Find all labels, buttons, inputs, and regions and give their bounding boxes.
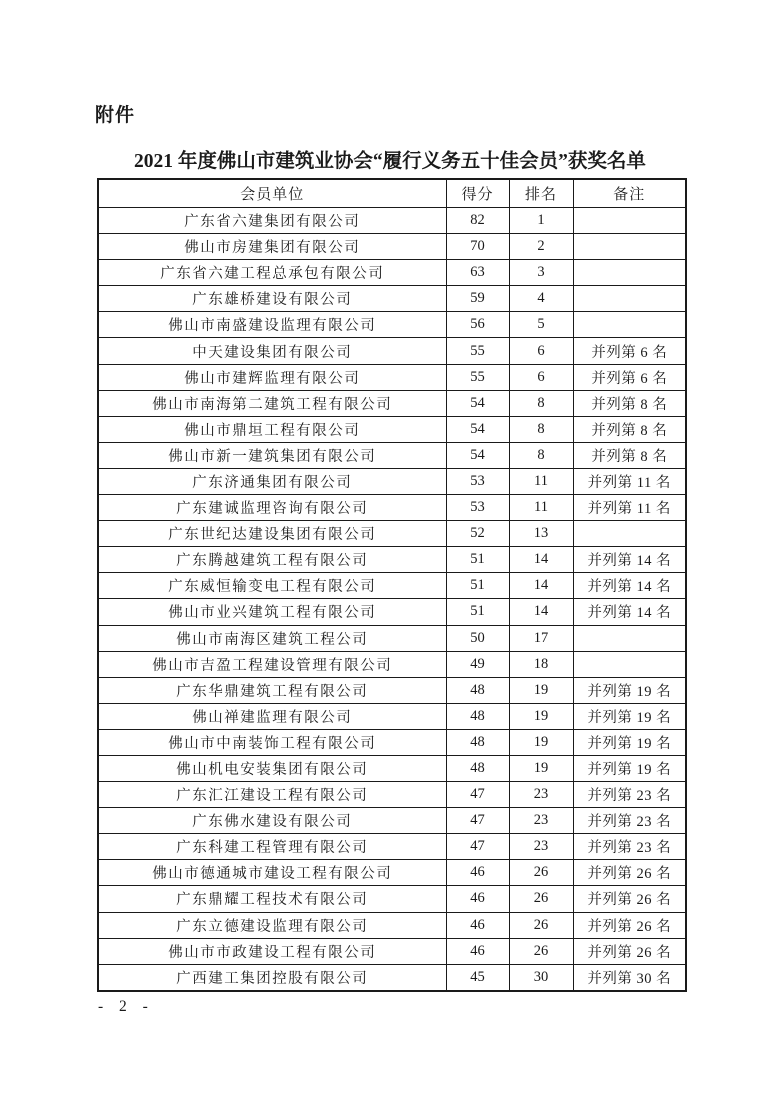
cell-company: 佛山市中南装饰工程有限公司 (98, 729, 446, 755)
cell-company: 佛山市鼎垣工程有限公司 (98, 416, 446, 442)
cell-rank: 6 (509, 338, 573, 364)
cell-score: 48 (446, 677, 509, 703)
cell-company: 广东雄桥建设有限公司 (98, 286, 446, 312)
cell-company: 广东立德建设监理有限公司 (98, 912, 446, 938)
cell-rank: 11 (509, 495, 573, 521)
table-row (98, 886, 686, 912)
table-header (98, 179, 686, 208)
cell-score: 53 (446, 495, 509, 521)
table-row (98, 703, 686, 729)
cell-score: 50 (446, 625, 509, 651)
cell-score: 51 (446, 573, 509, 599)
cell-score: 45 (446, 964, 509, 991)
cell-remark (573, 234, 686, 260)
cell-remark (573, 625, 686, 651)
cell-rank: 23 (509, 834, 573, 860)
cell-remark: 并列第 6 名 (573, 338, 686, 364)
cell-remark: 并列第 14 名 (573, 573, 686, 599)
cell-company: 广东佛水建设有限公司 (98, 808, 446, 834)
cell-company: 佛山市吉盈工程建设管理有限公司 (98, 651, 446, 677)
cell-remark (573, 651, 686, 677)
table-header-row (98, 179, 686, 208)
cell-company: 佛山市建辉监理有限公司 (98, 364, 446, 390)
cell-score: 54 (446, 390, 509, 416)
cell-score: 47 (446, 782, 509, 808)
cell-remark: 并列第 26 名 (573, 886, 686, 912)
cell-company: 佛山市新一建筑集团有限公司 (98, 442, 446, 468)
cell-company: 佛山市市政建设工程有限公司 (98, 938, 446, 964)
cell-rank: 11 (509, 468, 573, 494)
cell-rank: 6 (509, 364, 573, 390)
cell-remark (573, 286, 686, 312)
cell-rank: 14 (509, 599, 573, 625)
cell-remark: 并列第 19 名 (573, 755, 686, 781)
cell-score: 49 (446, 651, 509, 677)
cell-remark (573, 208, 686, 234)
cell-rank: 13 (509, 521, 573, 547)
cell-remark: 并列第 14 名 (573, 547, 686, 573)
cell-score: 46 (446, 886, 509, 912)
table-row (98, 547, 686, 573)
cell-remark (573, 521, 686, 547)
table-row (98, 729, 686, 755)
cell-company: 佛山市南海第二建筑工程有限公司 (98, 390, 446, 416)
cell-company: 广东华鼎建筑工程有限公司 (98, 677, 446, 703)
table-row (98, 495, 686, 521)
table-row (98, 234, 686, 260)
cell-score: 59 (446, 286, 509, 312)
cell-remark: 并列第 6 名 (573, 364, 686, 390)
cell-rank: 4 (509, 286, 573, 312)
cell-company: 佛山市德通城市建设工程有限公司 (98, 860, 446, 886)
table-row (98, 625, 686, 651)
cell-remark: 并列第 19 名 (573, 729, 686, 755)
table-row (98, 260, 686, 286)
cell-score: 56 (446, 312, 509, 338)
cell-score: 63 (446, 260, 509, 286)
cell-rank: 23 (509, 782, 573, 808)
cell-rank: 8 (509, 390, 573, 416)
cell-rank: 19 (509, 755, 573, 781)
cell-rank: 23 (509, 808, 573, 834)
cell-remark: 并列第 14 名 (573, 599, 686, 625)
cell-score: 54 (446, 442, 509, 468)
table-row (98, 338, 686, 364)
cell-company: 广东汇江建设工程有限公司 (98, 782, 446, 808)
cell-score: 53 (446, 468, 509, 494)
table-row (98, 521, 686, 547)
cell-company: 广东威恒输变电工程有限公司 (98, 573, 446, 599)
cell-remark: 并列第 23 名 (573, 808, 686, 834)
cell-remark: 并列第 8 名 (573, 390, 686, 416)
table-row (98, 390, 686, 416)
cell-score: 46 (446, 860, 509, 886)
cell-remark: 并列第 26 名 (573, 860, 686, 886)
cell-rank: 8 (509, 442, 573, 468)
cell-remark (573, 312, 686, 338)
cell-remark: 并列第 23 名 (573, 834, 686, 860)
cell-company: 佛山市南盛建设监理有限公司 (98, 312, 446, 338)
cell-remark: 并列第 26 名 (573, 938, 686, 964)
cell-score: 48 (446, 755, 509, 781)
cell-rank: 26 (509, 886, 573, 912)
cell-remark: 并列第 11 名 (573, 495, 686, 521)
table-row (98, 442, 686, 468)
cell-remark: 并列第 8 名 (573, 416, 686, 442)
cell-score: 48 (446, 703, 509, 729)
column-header-remark: 备注 (573, 179, 686, 208)
cell-company: 广东腾越建筑工程有限公司 (98, 547, 446, 573)
cell-score: 46 (446, 912, 509, 938)
cell-remark: 并列第 19 名 (573, 677, 686, 703)
cell-company: 广东建诚监理咨询有限公司 (98, 495, 446, 521)
cell-score: 82 (446, 208, 509, 234)
cell-rank: 26 (509, 912, 573, 938)
cell-score: 48 (446, 729, 509, 755)
table-body (98, 208, 686, 991)
cell-company: 佛山市南海区建筑工程公司 (98, 625, 446, 651)
cell-rank: 14 (509, 547, 573, 573)
cell-rank: 14 (509, 573, 573, 599)
table-row (98, 364, 686, 390)
cell-rank: 8 (509, 416, 573, 442)
cell-remark: 并列第 19 名 (573, 703, 686, 729)
cell-company: 佛山禅建监理有限公司 (98, 703, 446, 729)
table-row (98, 468, 686, 494)
cell-score: 47 (446, 808, 509, 834)
cell-company: 广东济通集团有限公司 (98, 468, 446, 494)
cell-score: 54 (446, 416, 509, 442)
column-header-rank: 排名 (509, 179, 573, 208)
table-row (98, 208, 686, 234)
table-row (98, 416, 686, 442)
page-number: - 2 - (98, 998, 154, 1015)
table-row (98, 834, 686, 860)
cell-score: 46 (446, 938, 509, 964)
cell-remark: 并列第 23 名 (573, 782, 686, 808)
cell-company: 广东鼎耀工程技术有限公司 (98, 886, 446, 912)
cell-rank: 5 (509, 312, 573, 338)
cell-score: 51 (446, 547, 509, 573)
cell-score: 52 (446, 521, 509, 547)
cell-rank: 19 (509, 729, 573, 755)
cell-rank: 1 (509, 208, 573, 234)
cell-score: 55 (446, 338, 509, 364)
cell-company: 佛山市房建集团有限公司 (98, 234, 446, 260)
cell-rank: 26 (509, 860, 573, 886)
table-row (98, 651, 686, 677)
cell-company: 中天建设集团有限公司 (98, 338, 446, 364)
cell-company: 广东科建工程管理有限公司 (98, 834, 446, 860)
cell-rank: 18 (509, 651, 573, 677)
table-row (98, 755, 686, 781)
cell-score: 51 (446, 599, 509, 625)
cell-rank: 2 (509, 234, 573, 260)
table-row (98, 860, 686, 886)
table-row (98, 912, 686, 938)
column-header-company: 会员单位 (98, 179, 446, 208)
cell-score: 55 (446, 364, 509, 390)
cell-rank: 19 (509, 703, 573, 729)
award-table (97, 178, 687, 992)
cell-score: 47 (446, 834, 509, 860)
table-row (98, 808, 686, 834)
cell-company: 广东省六建集团有限公司 (98, 208, 446, 234)
cell-rank: 30 (509, 964, 573, 991)
table-row (98, 677, 686, 703)
table-row (98, 286, 686, 312)
cell-rank: 17 (509, 625, 573, 651)
cell-remark: 并列第 11 名 (573, 468, 686, 494)
table-row (98, 599, 686, 625)
cell-remark: 并列第 30 名 (573, 964, 686, 991)
attachment-label: 附件 (95, 104, 136, 126)
cell-company: 佛山机电安装集团有限公司 (98, 755, 446, 781)
cell-rank: 26 (509, 938, 573, 964)
column-header-score: 得分 (446, 179, 509, 208)
cell-remark (573, 260, 686, 286)
cell-rank: 19 (509, 677, 573, 703)
cell-rank: 3 (509, 260, 573, 286)
cell-company: 佛山市业兴建筑工程有限公司 (98, 599, 446, 625)
table-row (98, 938, 686, 964)
cell-score: 70 (446, 234, 509, 260)
cell-remark: 并列第 8 名 (573, 442, 686, 468)
page-title: 2021 年度佛山市建筑业协会“履行义务五十佳会员”获奖名单 (134, 151, 646, 172)
table-row (98, 573, 686, 599)
table-row (98, 782, 686, 808)
cell-company: 广东省六建工程总承包有限公司 (98, 260, 446, 286)
cell-remark: 并列第 26 名 (573, 912, 686, 938)
table-row (98, 964, 686, 991)
cell-company: 广东世纪达建设集团有限公司 (98, 521, 446, 547)
cell-company: 广西建工集团控股有限公司 (98, 964, 446, 991)
table-row (98, 312, 686, 338)
